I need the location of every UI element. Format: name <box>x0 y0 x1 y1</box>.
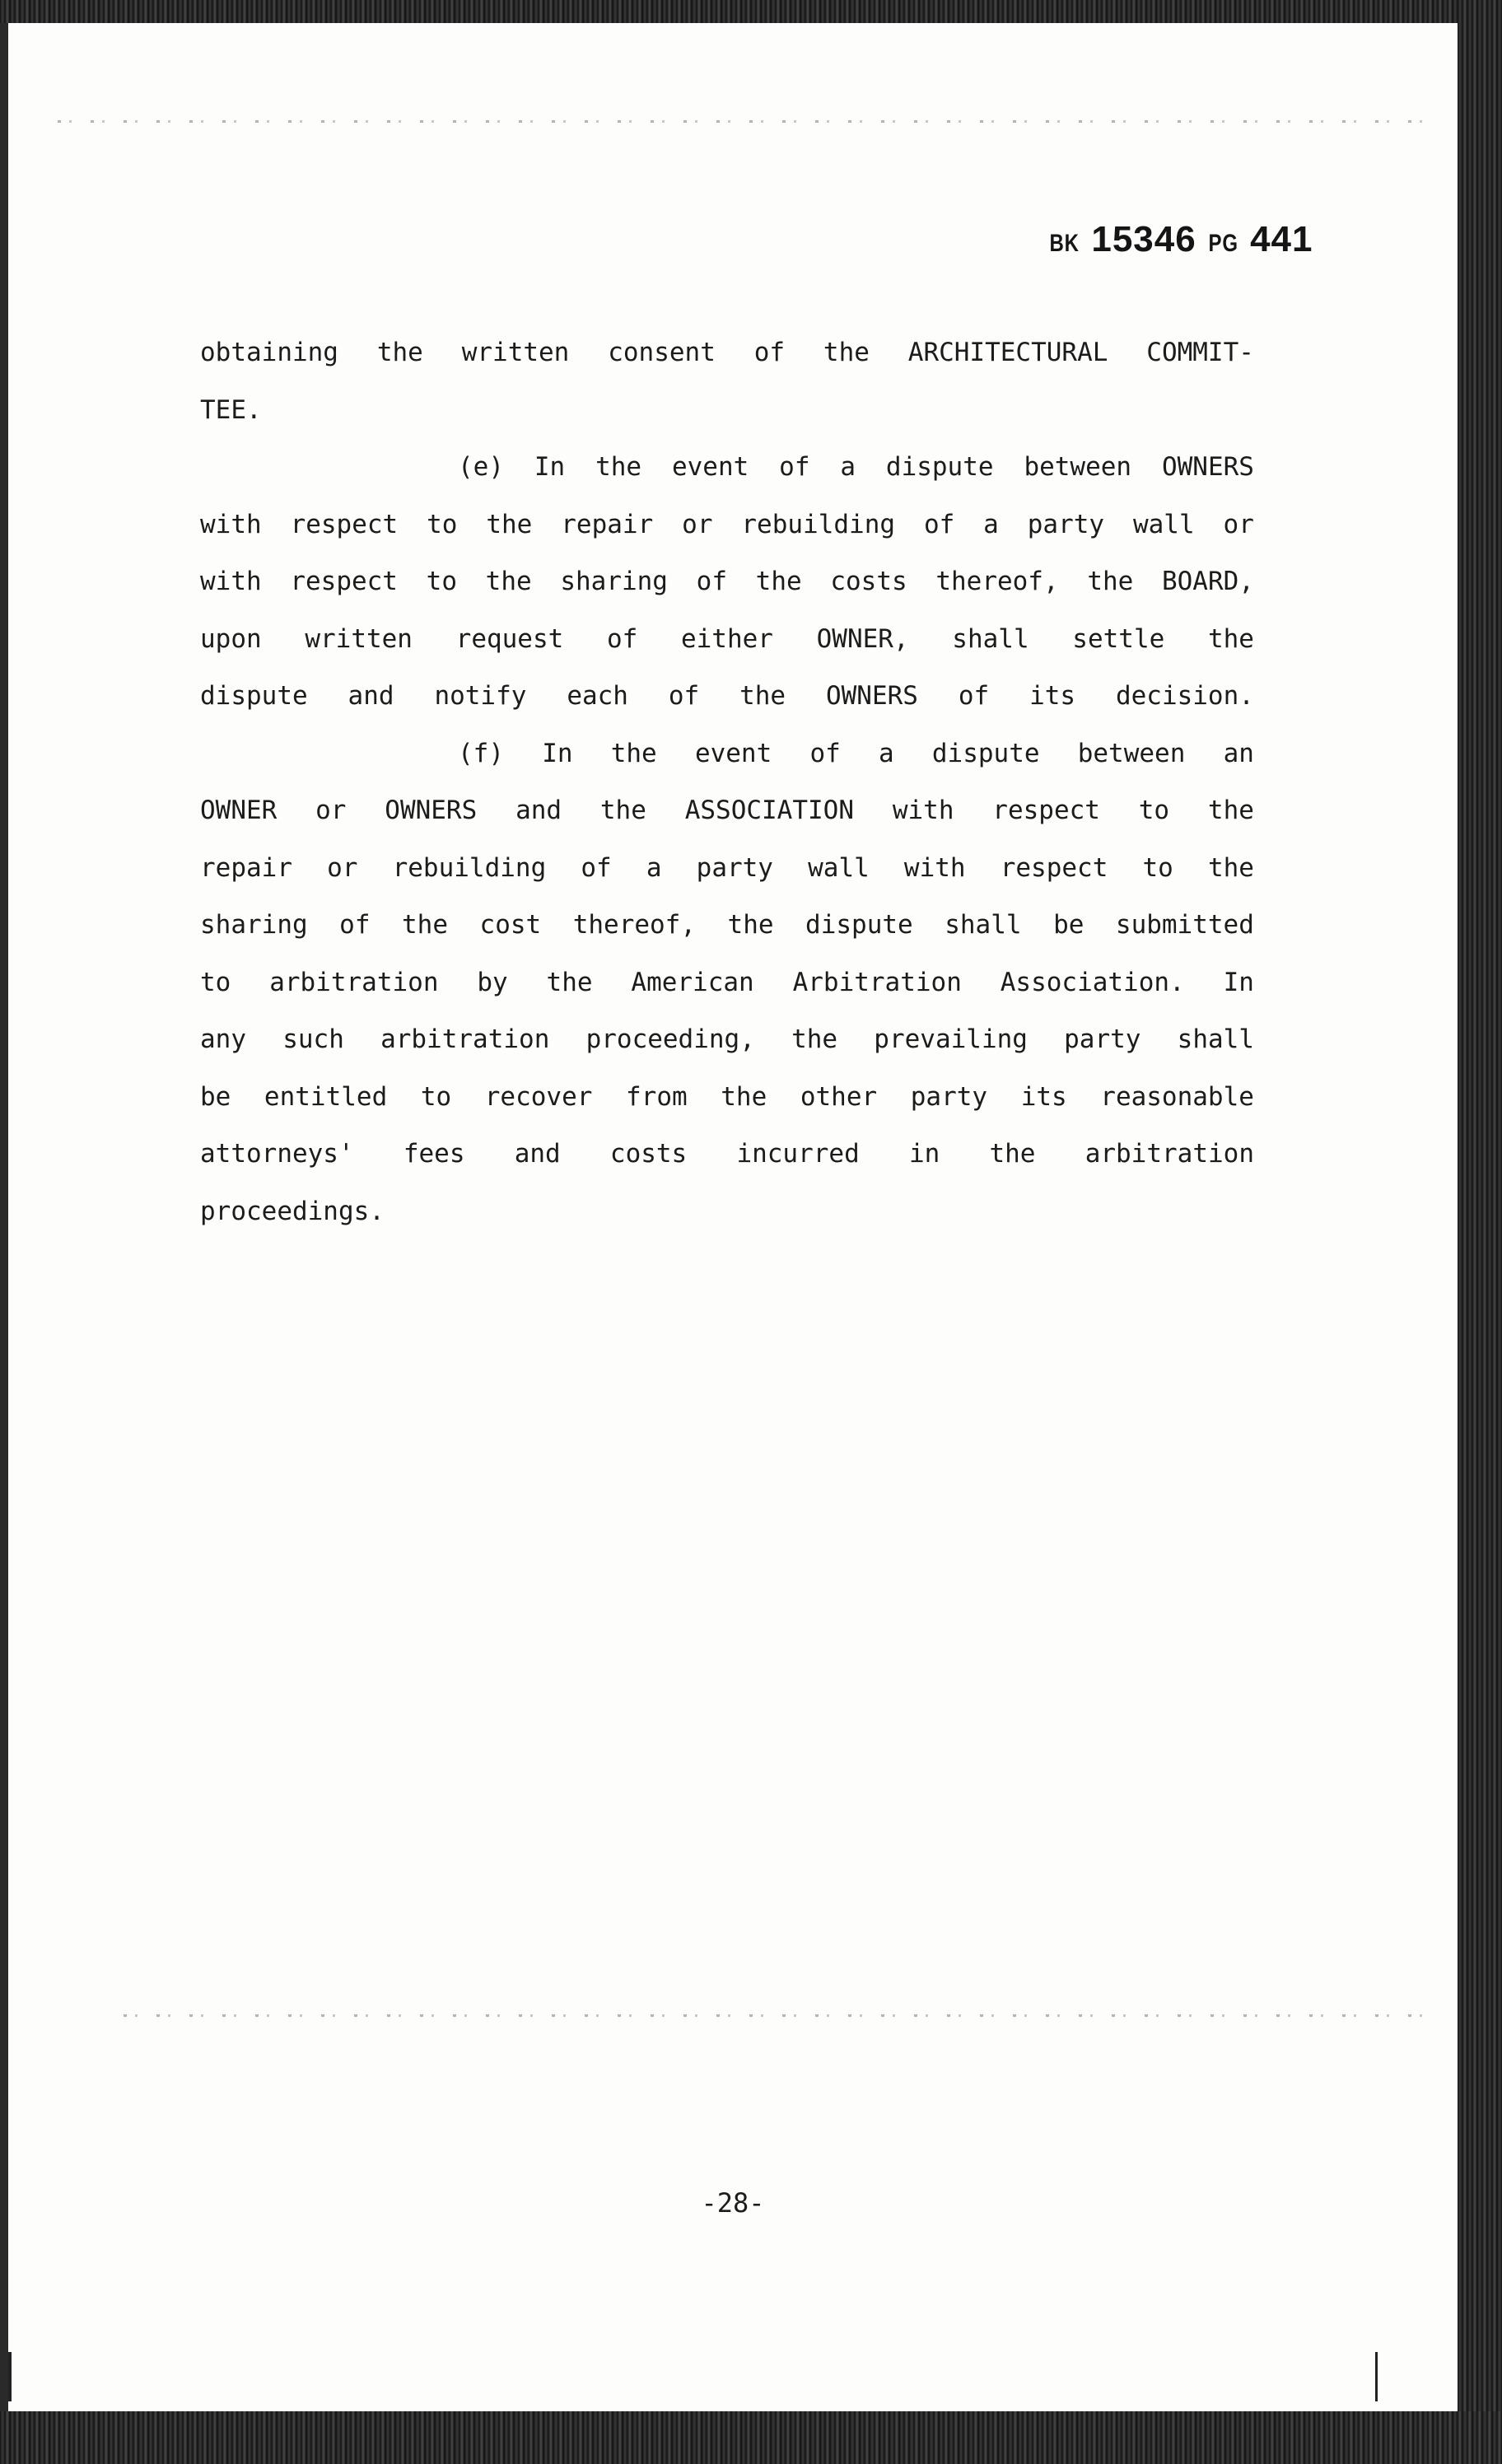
word: the <box>755 567 802 596</box>
word: OWNER <box>200 796 278 825</box>
bottom-scan-edge <box>0 2411 1502 2464</box>
word: either <box>680 623 773 654</box>
word: a <box>840 452 856 482</box>
word: of <box>958 681 990 711</box>
word: and <box>515 796 562 825</box>
page-label: PG <box>1208 230 1238 257</box>
top-scan-artifact <box>58 120 1425 123</box>
word: to <box>426 567 457 596</box>
bottom-scan-artifact <box>124 2014 1425 2017</box>
word: of <box>581 852 612 883</box>
word: OWNERS <box>825 681 918 711</box>
word: submitted <box>1115 910 1254 940</box>
text-line <box>200 553 1254 611</box>
word: to <box>1138 796 1170 825</box>
word: In <box>1223 967 1254 997</box>
word: In <box>542 738 573 768</box>
word: event <box>694 738 772 768</box>
word: (f) <box>458 738 504 768</box>
word: arbitration <box>1085 1139 1254 1169</box>
word: rebuilding <box>392 852 547 883</box>
word: between <box>1024 452 1132 482</box>
book-label: BK <box>1049 230 1080 257</box>
word: repair <box>200 852 292 883</box>
word: incurred <box>736 1139 860 1169</box>
word: of <box>923 509 955 539</box>
word: respect <box>1000 852 1108 883</box>
text-line <box>200 611 1254 669</box>
word: with <box>903 852 966 883</box>
text-line <box>200 1126 1254 1183</box>
document-page <box>8 23 1458 2411</box>
text-line <box>200 954 1254 1012</box>
word: or <box>315 796 347 825</box>
word: its <box>1020 1081 1067 1112</box>
word: of <box>339 910 371 940</box>
word: between <box>1077 738 1186 768</box>
text-line <box>200 1011 1254 1069</box>
word: be <box>200 1081 231 1112</box>
word: with <box>200 567 262 596</box>
word: written <box>305 623 413 654</box>
word: BOARD, <box>1161 567 1254 596</box>
word: settle <box>1072 623 1165 654</box>
word: decision. <box>1115 681 1254 711</box>
word: dispute <box>885 452 994 482</box>
word: the <box>1207 852 1254 883</box>
page-number: 441 <box>1250 219 1313 259</box>
word: party <box>910 1081 988 1112</box>
word: dispute <box>805 910 913 940</box>
word: Arbitration <box>792 967 962 997</box>
word: the <box>823 338 870 367</box>
word: shall <box>1177 1024 1254 1054</box>
text-line <box>200 782 1254 840</box>
word: a <box>646 852 662 883</box>
word: the <box>739 681 786 711</box>
word: COMMIT- <box>1146 338 1254 367</box>
word: OWNERS <box>1161 452 1254 482</box>
top-scan-edge <box>0 0 1502 23</box>
word: respect <box>290 567 398 596</box>
paragraph-f-first-line <box>200 726 1254 783</box>
word: cost <box>479 910 542 940</box>
word: sharing <box>200 910 308 940</box>
word: In <box>534 452 566 482</box>
word: of <box>809 738 841 768</box>
word: an <box>1223 738 1254 768</box>
word: the <box>610 738 657 768</box>
text-line <box>200 1069 1254 1127</box>
word: the <box>595 452 642 482</box>
word: the <box>1207 796 1254 825</box>
word: its <box>1029 681 1076 711</box>
word: party <box>1027 509 1105 539</box>
word: wall <box>1132 509 1195 539</box>
word: to <box>420 1081 452 1112</box>
word: the <box>1207 623 1254 654</box>
word: ARCHITECTURAL <box>907 338 1108 367</box>
word: any <box>200 1024 246 1054</box>
word: entitled <box>264 1081 388 1112</box>
word: the <box>486 509 533 539</box>
word: arbitration <box>380 1024 550 1054</box>
text-line <box>200 1183 1254 1241</box>
word: or <box>327 852 358 883</box>
word: shall <box>952 623 1029 654</box>
word: the <box>402 910 449 940</box>
page-number-footer: -28- <box>701 2187 765 2219</box>
word: notify <box>434 681 527 711</box>
word: upon <box>200 623 262 654</box>
right-scan-edge <box>1458 0 1502 2464</box>
word: to <box>200 967 231 997</box>
word: of <box>696 567 727 596</box>
word: thereof, <box>935 567 1059 596</box>
word: and <box>348 681 394 711</box>
word: from <box>626 1081 688 1112</box>
book-page-stamp <box>1046 219 1313 260</box>
word: attorneys' <box>200 1139 354 1169</box>
word: the <box>546 967 593 997</box>
word: respect <box>992 796 1100 825</box>
word: written <box>461 338 570 367</box>
word: proceedings. <box>200 1196 385 1226</box>
word: event <box>671 452 749 482</box>
word: obtaining <box>200 338 338 367</box>
word: by <box>477 967 508 997</box>
word: the <box>791 1024 838 1054</box>
word: or <box>1223 509 1254 539</box>
text-line <box>200 668 1254 726</box>
word: and <box>514 1139 561 1169</box>
word: American <box>631 967 754 997</box>
word: or <box>682 509 713 539</box>
word: of <box>753 338 786 367</box>
text-line <box>200 497 1254 554</box>
word: reasonable <box>1100 1081 1254 1112</box>
word: wall <box>808 852 870 883</box>
word: a <box>879 738 894 768</box>
word: of <box>779 452 810 482</box>
word: the <box>727 910 774 940</box>
word: dispute <box>931 738 1040 768</box>
word: such <box>282 1024 344 1054</box>
margin-mark <box>8 2352 12 2401</box>
word: in <box>908 1139 940 1169</box>
word: thereof, <box>572 910 697 940</box>
word: the <box>376 338 423 367</box>
word: other <box>800 1081 878 1112</box>
word: Association. <box>1000 967 1185 997</box>
word: TEE. <box>200 394 262 425</box>
text-line <box>200 324 1254 382</box>
word: dispute <box>200 681 308 711</box>
word: the <box>989 1139 1036 1169</box>
word: (e) <box>458 452 504 482</box>
word: each <box>567 681 628 711</box>
paragraph-e-first-line <box>200 439 1254 497</box>
word: the <box>1087 567 1134 596</box>
word: to <box>1142 852 1173 883</box>
word: costs <box>609 1139 688 1169</box>
word: the <box>599 796 646 825</box>
word: party <box>696 852 773 883</box>
document-body <box>200 324 1254 1240</box>
word: OWNER, <box>816 623 909 654</box>
word: shall <box>945 910 1022 940</box>
word: recover <box>484 1081 593 1112</box>
word: rebuilding <box>741 509 896 539</box>
word: OWNERS <box>385 796 478 825</box>
word: a <box>983 509 999 539</box>
word: of <box>668 681 700 711</box>
margin-mark <box>1375 2352 1378 2401</box>
word: prevailing <box>874 1024 1028 1054</box>
word: sharing <box>560 567 668 596</box>
word: be <box>1053 910 1085 940</box>
word: consent <box>608 338 716 367</box>
text-line <box>200 897 1254 954</box>
word: of <box>606 623 638 654</box>
word: ASSOCIATION <box>684 796 855 825</box>
word: proceeding, <box>585 1024 755 1054</box>
word: the <box>485 567 532 596</box>
book-number: 15346 <box>1091 219 1196 259</box>
word: arbitration <box>269 967 439 997</box>
word: costs <box>830 567 907 596</box>
word: fees <box>403 1139 465 1169</box>
word: request <box>455 623 564 654</box>
word: party <box>1064 1024 1141 1054</box>
word: with <box>892 796 954 825</box>
text-line <box>200 840 1254 898</box>
word: to <box>427 509 458 539</box>
word: the <box>721 1081 767 1112</box>
text-line <box>200 382 1254 440</box>
word: respect <box>290 509 399 539</box>
word: repair <box>561 509 654 539</box>
word: with <box>200 509 262 539</box>
